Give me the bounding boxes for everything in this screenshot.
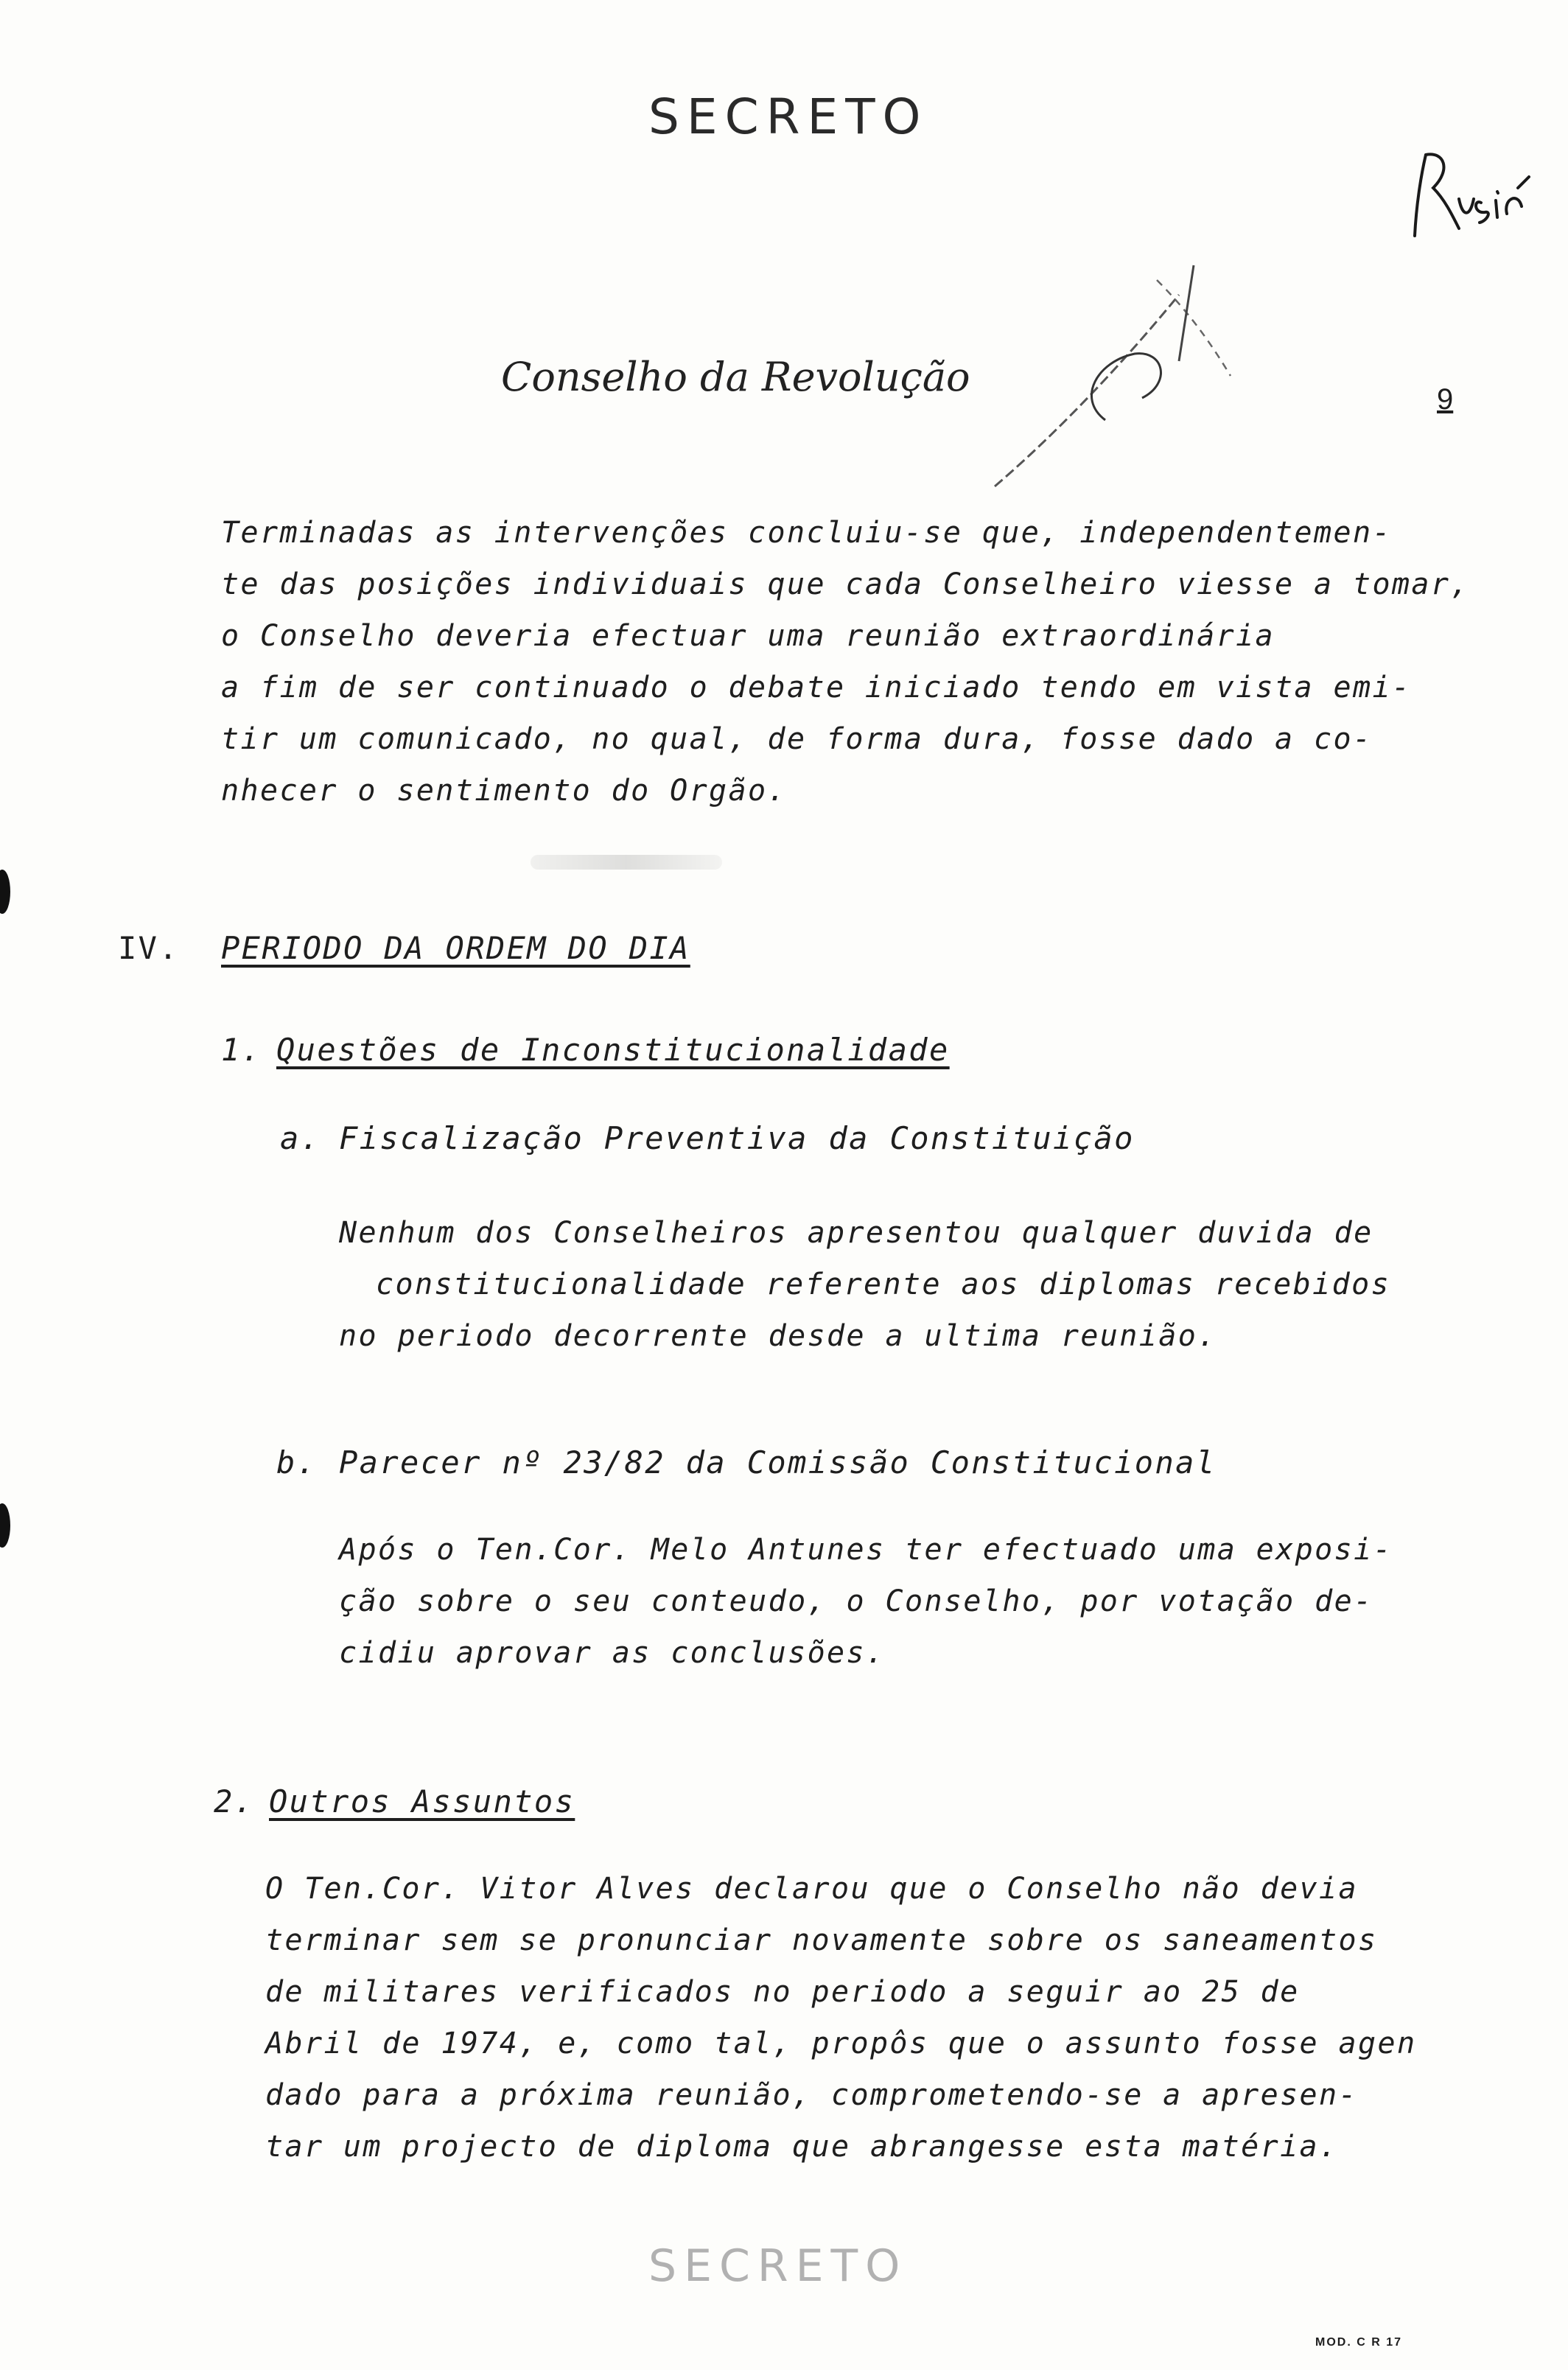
- punch-hole-mark: [0, 1503, 10, 1548]
- intro-line: Terminadas as intervenções concluiu-se que, independentemen-: [221, 516, 1392, 550]
- ink-smudge: [531, 855, 722, 870]
- item1a-title: Fiscalização Preventiva da Constituição: [339, 1120, 1135, 1156]
- item1-title: Questões de Inconstitucionalidade: [276, 1032, 950, 1068]
- item2-line: tar um projecto de diploma que abrangesse esta matéria.: [265, 2130, 1339, 2164]
- intro-line: te das posições individuais que cada Conselheiro viesse a tomar,: [221, 567, 1470, 601]
- page-number: 9: [1437, 383, 1454, 416]
- item2-line: Abril de 1974, e, como tal, propôs que o assunto fosse agen: [265, 2027, 1417, 2060]
- item1b-line: Após o Ten.Cor. Melo Antunes ter efectuado uma exposi-: [339, 1533, 1393, 1567]
- item2-title: Outros Assuntos: [269, 1783, 575, 1820]
- item1a-line: Nenhum dos Conselheiros apresentou qualquer duvida de: [339, 1216, 1373, 1250]
- classification-stamp-top: SECRETO: [648, 88, 928, 145]
- item1b-line: cidiu aprovar as conclusões.: [339, 1636, 886, 1670]
- intro-line: tir um comunicado, no qual, de forma dura, fosse dado a co-: [221, 722, 1373, 756]
- section-title: PERIODO DA ORDEM DO DIA: [221, 930, 690, 966]
- item1b-line: ção sobre o seu conteudo, o Conselho, por votação de-: [339, 1584, 1373, 1618]
- letterhead-title: Conselho da Revolução: [501, 354, 970, 400]
- intro-line: o Conselho deveria efectuar uma reunião extraordinária: [221, 619, 1275, 653]
- item1-number: 1.: [221, 1032, 262, 1068]
- intro-line: a fim de ser continuado o debate iniciado tendo em vista emi-: [221, 671, 1412, 705]
- item2-line: de militares verificados no periodo a seguir ao 25 de: [265, 1975, 1300, 2009]
- item1a-label: a.: [280, 1120, 321, 1156]
- form-code: MOD. C R 17: [1315, 2336, 1403, 2349]
- intro-line: nhecer o sentimento do Orgão.: [221, 774, 787, 808]
- handwritten-initials: [1400, 147, 1533, 258]
- classification-stamp-bottom: SECRETO: [648, 2240, 908, 2292]
- section-number: IV.: [118, 930, 180, 966]
- item2-line: dado para a próxima reunião, comprometendo-se a apresen-: [265, 2078, 1358, 2112]
- item1a-line: no periodo decorrente desde a ultima reunião.: [339, 1319, 1217, 1353]
- item1a-line: constitucionalidade referente aos diplomas recebidos: [376, 1268, 1391, 1301]
- item1b-label: b.: [276, 1444, 318, 1481]
- punch-hole-mark: [0, 870, 10, 914]
- item1b-title: Parecer nº 23/82 da Comissão Constitucional: [339, 1444, 1217, 1481]
- item2-number: 2.: [214, 1783, 255, 1820]
- signature-strokes: [987, 251, 1267, 494]
- item2-line: terminar sem se pronunciar novamente sobre os saneamentos: [265, 1923, 1378, 1957]
- item2-line: O Ten.Cor. Vitor Alves declarou que o Conselho não devia: [265, 1872, 1358, 1906]
